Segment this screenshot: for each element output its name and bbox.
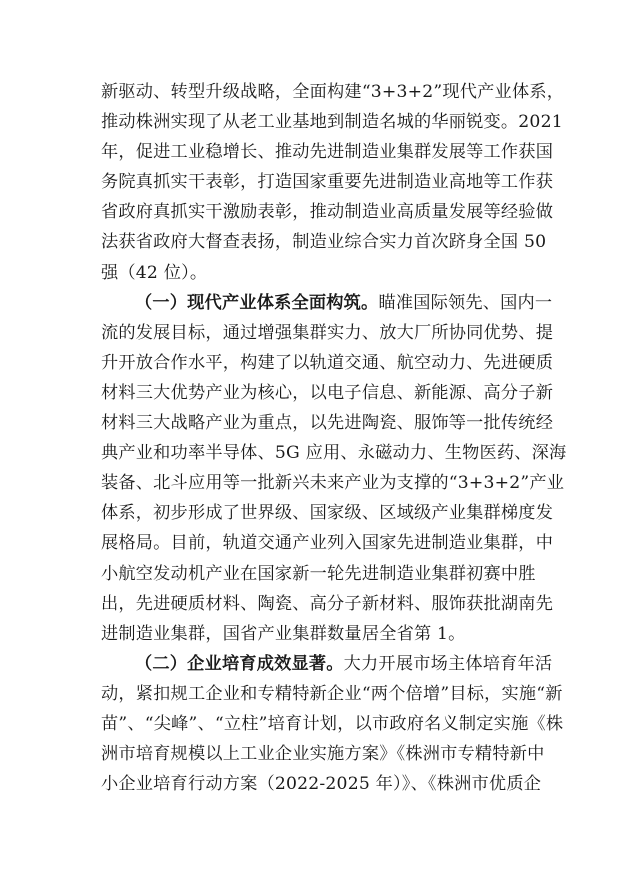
text-line: 出，先进硬质材料、陶瓷、高分子新材料、服饰获批湖南先 xyxy=(101,593,554,614)
text-line: 体系，初步形成了世界级、国家级、区域级产业集群梯度发 xyxy=(101,503,554,524)
text-run: 瞄准国际领先、国内一 xyxy=(378,292,553,313)
text-line: 小企业培育行动方案（2022-2025 年）》、《株洲市优质企 xyxy=(101,774,542,795)
text-line: 推动株洲实现了从老工业基地到制造名城的华丽锐变。2021 xyxy=(101,112,563,133)
text-line: 升开放合作水平，构建了以轨道交通、航空动力、先进硬质 xyxy=(101,352,554,373)
document-body xyxy=(101,77,567,799)
text-line: 强（42 位）。 xyxy=(101,262,208,283)
text-run: 大力开展市场主体培育年活 xyxy=(343,653,553,674)
text-line: 新驱动、转型升级战略，全面构建“3+3+2”现代产业体系， xyxy=(101,82,565,102)
section-heading-enterprise-cultivation: （二）企业培育成效显著。 xyxy=(135,653,344,674)
text-line: 苗”、“尖峰”、“立柱”培育计划，以市政府名义制定实施《株 xyxy=(101,713,564,734)
text-line: 务院真抓实干表彰，打造国家重要先进制造业高地等工作获 xyxy=(101,172,554,193)
text-line: 材料三大战略产业为重点，以先进陶瓷、服饰等一批传统经 xyxy=(101,413,554,434)
text-line: 法获省政府大督查表扬，制造业综合实力首次跻身全国 50 xyxy=(101,232,547,253)
section-heading-industry-system: （一）现代产业体系全面构筑。 xyxy=(135,292,379,313)
text-line: 进制造业集群，国省产业集群数量居全省第 1。 xyxy=(101,623,466,644)
text-line: 年，促进工业稳增长、推动先进制造业集群发展等工作获国 xyxy=(101,142,554,163)
text-line: 装备、北斗应用等一批新兴未来产业为支撑的“3+3+2”产业 xyxy=(101,473,565,494)
paragraph-first-line xyxy=(101,649,551,679)
text-line: 省政府真抓实干激励表彰，推动制造业高质量发展等经验做 xyxy=(101,202,554,223)
text-line: 小航空发动机产业在国家新一轮先进制造业集群初赛中胜 xyxy=(101,563,536,584)
text-line: 洲市培育规模以上工业企业实施方案》《株洲市专精特新中 xyxy=(101,744,545,765)
paragraph-first-line xyxy=(101,288,551,318)
text-line: 材料三大优势产业为核心，以电子信息、新能源、高分子新 xyxy=(101,382,554,403)
text-line: 动，紧扣规工企业和专精特新企业“两个倍增”目标，实施“新 xyxy=(101,683,563,704)
text-line: 流的发展目标，通过增强集群实力、放大厂所协同优势、提 xyxy=(101,322,554,343)
text-line: 典产业和功率半导体、5G 应用、永磁动力、生物医药、深海 xyxy=(101,443,567,464)
text-line: 展格局。目前，轨道交通产业列入国家先进制造业集群，中 xyxy=(101,533,554,554)
